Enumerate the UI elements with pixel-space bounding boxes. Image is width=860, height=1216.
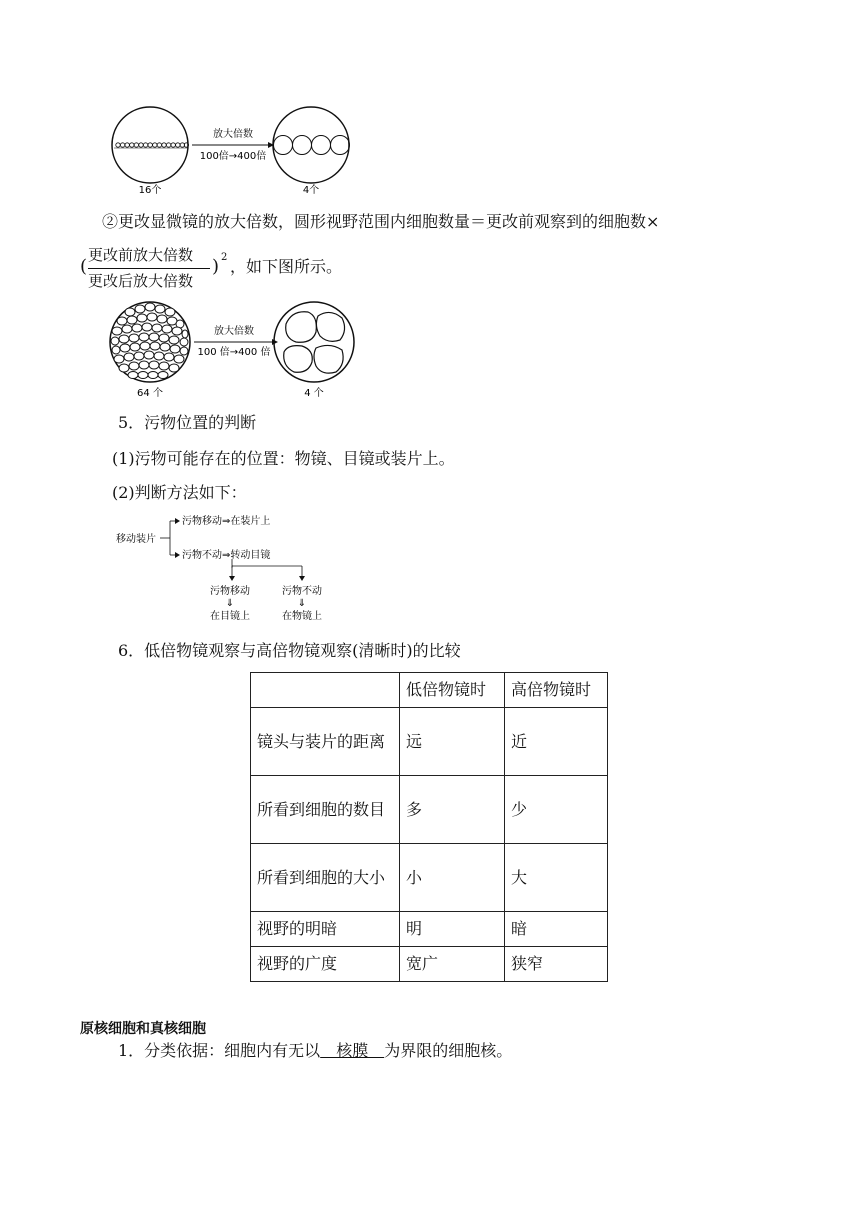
cell-cluster-4 — [284, 312, 345, 373]
table-row — [251, 912, 608, 947]
table-cell: 大 — [505, 844, 608, 912]
table-cell: 近 — [505, 708, 608, 776]
left-count-1: 16个 — [138, 185, 162, 196]
table-cell: 小 — [400, 844, 505, 912]
flow-branch2: 污物不动⇒转动目镜 — [182, 550, 271, 561]
table-cell: 远 — [400, 708, 505, 776]
arrow-top-label-1: 放大倍数 — [213, 129, 253, 140]
arrow-bottom-label-1: 100倍→400倍 — [199, 151, 267, 162]
formula-paragraph-tail: ，如下图所示。 — [230, 257, 343, 276]
flow-root: 移动装片 — [116, 534, 156, 545]
comparison-table — [250, 672, 608, 982]
flow-leaf1-arrow: ⇓ — [225, 598, 235, 609]
arrow-top-label-2: 放大倍数 — [214, 326, 254, 337]
table-cell: 视野的明暗 — [251, 912, 400, 947]
table-cell: 宽广 — [400, 947, 505, 982]
table-cell: 明 — [400, 912, 505, 947]
flow-branch1: 污物移动⇒在装片上 — [182, 516, 271, 527]
table-header-cell: 低倍物镜时 — [400, 673, 505, 708]
flow-leaf2-arrow: ⇓ — [297, 598, 307, 609]
field-of-view-high-2 — [274, 302, 354, 382]
item1-suffix: 为界限的细胞核。 — [384, 1041, 513, 1060]
field-of-view-low — [112, 107, 188, 183]
item1-prefix: 1．分类依据：细胞内有无以 — [118, 1041, 321, 1060]
table-row — [251, 776, 608, 844]
cell-row-16 — [116, 143, 189, 147]
table-row — [251, 708, 608, 776]
right-count-1: 4个 — [302, 185, 320, 196]
fraction-denominator: 更改后放大倍数 — [88, 272, 194, 290]
flow-leaf2-top: 污物不动 — [282, 586, 322, 597]
flow-leaf1-top: 污物移动 — [210, 586, 250, 597]
arrow-bottom-label-2: 100 倍→400 倍 — [197, 347, 271, 358]
table-row — [251, 947, 608, 982]
table-cell: 多 — [400, 776, 505, 844]
magnification-figure-2 — [108, 298, 368, 402]
right-count-2: 4 个 — [304, 388, 324, 399]
table-cell: 暗 — [505, 912, 608, 947]
magnification-ratio-fraction: ( 更改前放大倍数 更改后放大倍数 ) 2 — [80, 246, 228, 290]
fraction-numerator: 更改前放大倍数 — [88, 246, 194, 264]
item1-blank-answer: 核膜 — [320, 1041, 385, 1060]
cell-row-4 — [274, 136, 350, 155]
table-row — [251, 844, 608, 912]
section5-item1: (1)污物可能存在的位置：物镜、目镜或装片上。 — [112, 449, 455, 468]
section5-title: 5．污物位置的判断 — [118, 413, 257, 432]
table-header-cell — [251, 673, 400, 708]
section-cells-item1 — [118, 1040, 512, 1062]
table-cell: 镜头与装片的距离 — [251, 708, 400, 776]
table-cell: 少 — [505, 776, 608, 844]
fraction-exponent: 2 — [221, 252, 228, 263]
left-count-2: 64 个 — [137, 388, 163, 399]
table-cell: 视野的广度 — [251, 947, 400, 982]
table-cell: 狭窄 — [505, 947, 608, 982]
section5-item2: (2)判断方法如下： — [112, 483, 247, 502]
table-cell: 所看到细胞的数目 — [251, 776, 400, 844]
section-heading-cells: 原核细胞和真核细胞 — [80, 1021, 206, 1037]
flow-leaf2-bottom: 在物镜上 — [282, 611, 322, 622]
table-header-cell: 高倍物镜时 — [505, 673, 608, 708]
table-cell: 所看到细胞的大小 — [251, 844, 400, 912]
magnification-figure-1 — [110, 100, 360, 200]
section6-title: 6．低倍物镜观察与高倍物镜观察(清晰时)的比较 — [118, 641, 461, 660]
formula-paragraph-line1: ②更改显微镜的放大倍数，圆形视野范围内细胞数量＝更改前观察到的细胞数× — [102, 212, 660, 231]
flow-leaf1-bottom: 在目镜上 — [210, 611, 250, 622]
contaminant-flow-diagram — [112, 510, 352, 630]
table-header-row — [251, 673, 608, 708]
